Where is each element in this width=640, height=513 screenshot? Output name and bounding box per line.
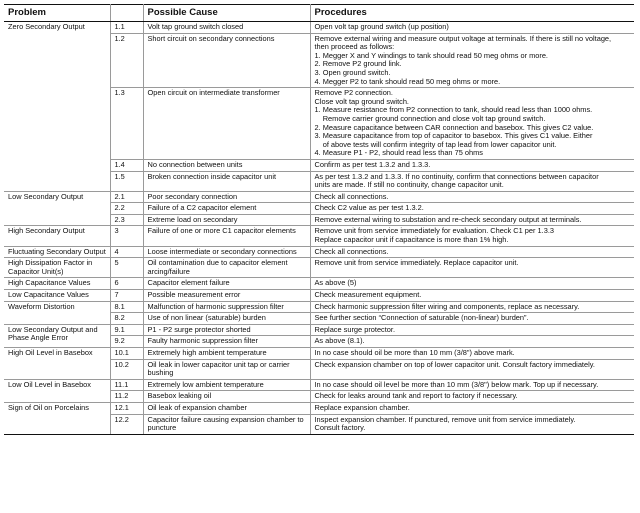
procedure-line: Remove external wiring and measure output voltage at terminals. If there is still no voltage, xyxy=(314,33,612,43)
cause-number-cell: 2.1 xyxy=(110,191,143,203)
cause-number-cell: 9.1 xyxy=(110,324,143,336)
possible-cause-cell: Extreme load on secondary xyxy=(143,214,310,226)
procedure-line: 3. Measure capacitance from top of capacitor to basebox. This gives C1 value. Either xyxy=(314,131,593,141)
problem-cell: Sign of Oil on Porcelains xyxy=(4,402,110,434)
procedure-cell xyxy=(310,391,634,403)
table-row xyxy=(4,226,634,246)
procedure-line: Replace expansion chamber. xyxy=(314,402,410,412)
table-row xyxy=(4,191,634,203)
procedure-line: Check for leaks around tank and report to factory if necessary. xyxy=(314,391,518,401)
possible-cause-cell: Capacitor failure causing expansion chamber to puncture xyxy=(143,414,310,434)
cause-number-cell: 12.1 xyxy=(110,402,143,414)
procedure-line: Check expansion chamber on top of lower capacitor unit. Consult factory immediately. xyxy=(314,359,595,369)
procedure-line: Check all connections. xyxy=(314,191,389,201)
procedure-cell xyxy=(310,290,634,302)
header-possible-cause: Possible Cause xyxy=(143,5,310,22)
possible-cause-cell: Extremely high ambient temperature xyxy=(143,348,310,360)
procedure-line: Check measurement equipment. xyxy=(314,290,422,300)
table-row xyxy=(4,324,634,336)
procedure-cell xyxy=(310,324,634,336)
procedure-line: Inspect expansion chamber. If punctured, remove unit from service immediately. xyxy=(314,414,576,424)
procedure-cell xyxy=(310,214,634,226)
cause-number-cell: 8.2 xyxy=(110,313,143,325)
procedure-line: See further section “Connection of saturable (non-linear) burden”. xyxy=(314,313,529,323)
problem-cell: Waveform Distortion xyxy=(4,301,110,324)
procedure-line: Remove P2 connection. xyxy=(314,88,393,98)
possible-cause-cell: Possible measurement error xyxy=(143,290,310,302)
table-row xyxy=(4,402,634,414)
procedure-line: In no case should oil level be more than 10 mm (3/8") below mark. Top up if necessary. xyxy=(314,379,599,389)
problem-cell: High Oil Level in Basebox xyxy=(4,348,110,380)
procedure-cell xyxy=(310,159,634,171)
procedure-cell xyxy=(310,336,634,348)
procedure-cell xyxy=(310,258,634,278)
procedure-line: Replace capacitor unit if capacitance is more than 1% high. xyxy=(314,235,509,245)
procedure-cell xyxy=(310,33,634,88)
cause-number-cell: 4 xyxy=(110,246,143,258)
procedure-line: Open volt tap ground switch (up position) xyxy=(314,22,449,31)
procedure-cell xyxy=(310,246,634,258)
possible-cause-cell: Poor secondary connection xyxy=(143,191,310,203)
table-row xyxy=(4,22,634,34)
possible-cause-cell: No connection between units xyxy=(143,159,310,171)
procedure-cell xyxy=(310,313,634,325)
cause-number-cell: 9.2 xyxy=(110,336,143,348)
table-header-row xyxy=(4,5,634,22)
table-row xyxy=(4,246,634,258)
problem-cell: High Secondary Output xyxy=(4,226,110,246)
possible-cause-cell: Volt tap ground switch closed xyxy=(143,22,310,34)
cause-number-cell: 6 xyxy=(110,278,143,290)
cause-number-cell: 12.2 xyxy=(110,414,143,434)
cause-number-cell: 11.1 xyxy=(110,379,143,391)
procedure-line: 2. Remove P2 ground link. xyxy=(314,59,402,69)
procedure-line: Remove unit from service immediately. Replace capacitor unit. xyxy=(314,258,519,268)
procedure-line: Consult factory. xyxy=(314,423,366,433)
problem-cell: Low Oil Level in Basebox xyxy=(4,379,110,402)
procedure-cell xyxy=(310,402,634,414)
procedure-line: 1. Megger X and Y windings to tank should read 50 meg ohms or more. xyxy=(314,50,548,60)
cause-number-cell: 2.2 xyxy=(110,203,143,215)
procedure-line: Close volt tap ground switch. xyxy=(314,96,409,106)
procedure-line: then proceed as follows: xyxy=(314,42,395,52)
procedure-line: Check C2 value as per test 1.3.2. xyxy=(314,203,424,213)
procedure-cell xyxy=(310,414,634,434)
cause-number-cell: 5 xyxy=(110,258,143,278)
possible-cause-cell: Open circuit on intermediate transformer xyxy=(143,88,310,160)
cause-number-cell: 8.1 xyxy=(110,301,143,313)
procedure-cell xyxy=(310,191,634,203)
problem-cell: High Capacitance Values xyxy=(4,278,110,290)
procedure-line: of above tests will confirm integrity of tap lead from lower capacitor unit. xyxy=(314,139,557,149)
procedure-cell xyxy=(310,278,634,290)
possible-cause-cell: Extremely low ambient temperature xyxy=(143,379,310,391)
procedure-line: Remove external wiring to substation and re-check secondary output at terminals. xyxy=(314,214,582,224)
procedure-line: Check all connections. xyxy=(314,246,389,256)
cause-number-cell: 10.1 xyxy=(110,348,143,360)
procedure-line: Remove carrier ground connection and close volt tap ground switch. xyxy=(314,113,546,123)
table-row xyxy=(4,258,634,278)
table-body xyxy=(4,22,634,435)
possible-cause-cell: Oil contamination due to capacitor element arcing/failure xyxy=(143,258,310,278)
table-row xyxy=(4,290,634,302)
cause-number-cell: 1.3 xyxy=(110,88,143,160)
problem-cell: Low Secondary Output and Phase Angle Error xyxy=(4,324,110,347)
problem-cell: High Dissipation Factor in Capacitor Unit(s) xyxy=(4,258,110,278)
possible-cause-cell: Oil leak of expansion chamber xyxy=(143,402,310,414)
procedure-line: Remove unit from service immediately for evaluation. Check C1 per 1.3.3 xyxy=(314,226,554,236)
possible-cause-cell: Oil leak in lower capacitor unit tap or carrier bushing xyxy=(143,359,310,379)
procedure-line: Replace surge protector. xyxy=(314,324,396,334)
procedure-cell xyxy=(310,203,634,215)
procedure-cell xyxy=(310,359,634,379)
problem-cell: Zero Secondary Output xyxy=(4,22,110,192)
procedure-cell xyxy=(310,348,634,360)
cause-number-cell: 1.2 xyxy=(110,33,143,88)
table-row xyxy=(4,278,634,290)
possible-cause-cell: P1 - P2 surge protector shorted xyxy=(143,324,310,336)
header-problem: Problem xyxy=(4,5,110,22)
possible-cause-cell: Short circuit on secondary connections xyxy=(143,33,310,88)
procedure-line: 3. Open ground switch. xyxy=(314,67,391,77)
procedure-cell xyxy=(310,88,634,160)
troubleshooting-table-container xyxy=(4,4,634,435)
cause-number-cell: 7 xyxy=(110,290,143,302)
procedure-line: 1. Measure resistance from P2 connection to tank, should read less than 1000 ohms. xyxy=(314,105,593,115)
problem-cell: Fluctuating Secondary Output xyxy=(4,246,110,258)
cause-number-cell: 1.1 xyxy=(110,22,143,34)
procedure-cell xyxy=(310,301,634,313)
possible-cause-cell: Use of non linear (saturable) burden xyxy=(143,313,310,325)
cause-number-cell: 1.5 xyxy=(110,171,143,191)
procedure-line: As above (8.1). xyxy=(314,336,365,346)
procedure-line: 2. Measure capacitance between CAR connection and basebox. This gives C2 value. xyxy=(314,122,594,132)
possible-cause-cell: Failure of one or more C1 capacitor elements xyxy=(143,226,310,246)
procedure-line: 4. Megger P2 to tank should read 50 meg ohms or more. xyxy=(314,76,501,86)
procedure-cell xyxy=(310,171,634,191)
cause-number-cell: 1.4 xyxy=(110,159,143,171)
procedure-cell xyxy=(310,379,634,391)
procedure-line: Confirm as per test 1.3.2 and 1.3.3. xyxy=(314,159,431,169)
header-number xyxy=(110,5,143,22)
procedure-line: units are made. If still no continuity, change capacitor unit. xyxy=(314,180,504,190)
possible-cause-cell: Failure of a C2 capacitor element xyxy=(143,203,310,215)
cause-number-cell: 2.3 xyxy=(110,214,143,226)
table-row xyxy=(4,348,634,360)
table-row xyxy=(4,379,634,391)
procedure-line: As per test 1.3.2 and 1.3.3. If no continuity, confirm that connections between capacitor xyxy=(314,171,599,181)
problem-cell: Low Capacitance Values xyxy=(4,290,110,302)
possible-cause-cell: Broken connection inside capacitor unit xyxy=(143,171,310,191)
possible-cause-cell: Capacitor element failure xyxy=(143,278,310,290)
cause-number-cell: 10.2 xyxy=(110,359,143,379)
procedure-cell xyxy=(310,226,634,246)
possible-cause-cell: Loose intermediate or secondary connections xyxy=(143,246,310,258)
cause-number-cell: 11.2 xyxy=(110,391,143,403)
problem-cell: Low Secondary Output xyxy=(4,191,110,226)
possible-cause-cell: Malfunction of harmonic suppression filter xyxy=(143,301,310,313)
procedure-line: As above (5) xyxy=(314,278,357,288)
procedure-line: 4. Measure P1 - P2, should read less than 75 ohms xyxy=(314,148,483,158)
table-row xyxy=(4,301,634,313)
procedure-cell xyxy=(310,22,634,34)
procedure-line: In no case should oil be more than 10 mm (3/8") above mark. xyxy=(314,348,515,357)
procedure-line: Check harmonic suppression filter wiring and components, replace as necessary. xyxy=(314,301,580,311)
possible-cause-cell: Faulty harmonic suppression filter xyxy=(143,336,310,348)
cause-number-cell: 3 xyxy=(110,226,143,246)
possible-cause-cell: Basebox leaking oil xyxy=(143,391,310,403)
header-procedures: Procedures xyxy=(310,5,634,22)
troubleshooting-table xyxy=(4,4,634,435)
